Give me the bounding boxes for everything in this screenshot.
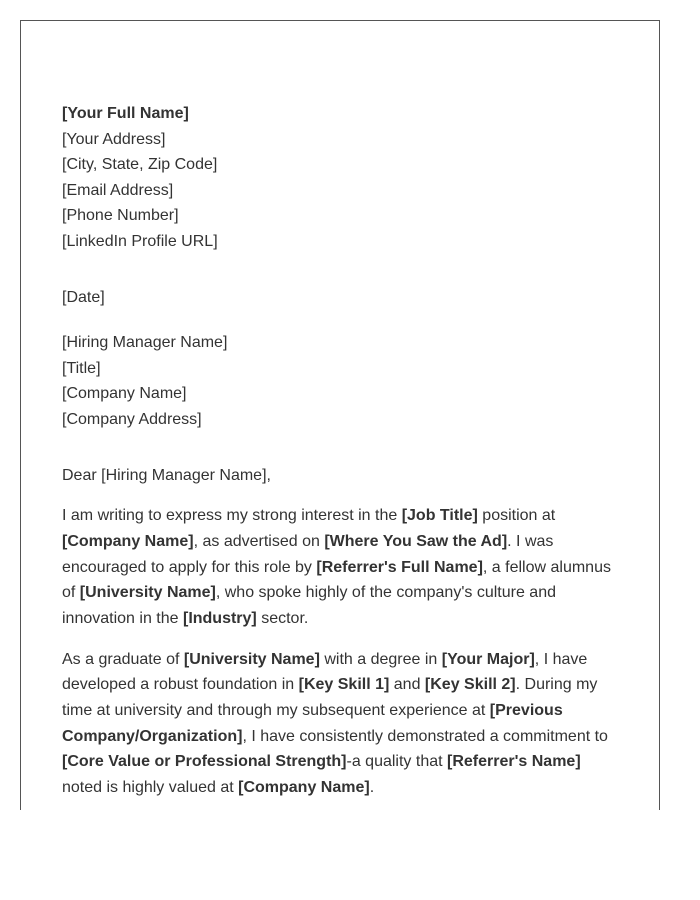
p1-industry: [Industry] (182, 609, 257, 627)
p2-text-3: , I have developed a robust foundation in (62, 650, 588, 694)
p2-key-skill-2: [Key Skill 2] (424, 676, 516, 694)
body-paragraph-1 (62, 503, 622, 632)
recipient-company-address: [Company Address] (62, 410, 202, 428)
p1-text-5: , a fellow alumnus of (62, 558, 611, 602)
sender-city-state-zip: [City, State, Zip Code] (62, 156, 218, 174)
recipient-title: [Title] (62, 359, 101, 377)
body-paragraph-2 (62, 647, 622, 801)
p2-core-value: [Core Value or Professional Strength] (62, 753, 347, 771)
p1-ad-source: [Where You Saw the Ad] (324, 532, 508, 550)
p1-text-2: position at (477, 507, 556, 525)
p1-text-7: sector. (256, 609, 309, 627)
p2-company-name: [Company Name] (238, 779, 370, 797)
p2-key-skill-1: [Key Skill 1] (298, 676, 390, 694)
p2-text-8: noted is highly valued at (62, 779, 239, 797)
p2-text-2: with a degree in (319, 650, 442, 668)
recipient-block (62, 330, 622, 432)
p2-text-7: -a quality that (346, 753, 447, 771)
p1-university-name: [University Name] (79, 584, 216, 602)
p1-company-name: [Company Name] (62, 532, 194, 550)
letter-date: [Date] (62, 288, 105, 306)
p1-referrer-full-name: [Referrer's Full Name] (316, 558, 483, 576)
recipient-manager-name: [Hiring Manager Name] (62, 334, 228, 352)
p2-referrer-name: [Referrer's Name] (447, 753, 581, 771)
p2-text-1: As a graduate of (62, 650, 184, 668)
p1-text-6: , who spoke highly of the company's culture and innovation in the (62, 584, 556, 627)
salutation: Dear [Hiring Manager Name], (62, 466, 271, 484)
sender-linkedin: [LinkedIn Profile URL] (62, 232, 218, 250)
p1-text-1: I am writing to express my strong interest in the (62, 507, 402, 525)
p2-previous-company: [Previous Company/Organization] (62, 702, 563, 745)
recipient-company-name: [Company Name] (62, 385, 187, 403)
p2-text-6: , I have consistently demonstrated a commitment to (242, 727, 608, 745)
sender-block (62, 101, 622, 255)
sender-full-name: [Your Full Name] (62, 105, 189, 122)
p2-text-5: . During my time at university and through my subsequent experience at (62, 676, 598, 720)
p2-text-9: . (369, 779, 375, 797)
sender-address: [Your Address] (62, 130, 166, 148)
sender-phone: [Phone Number] (62, 207, 179, 225)
letter-page (20, 20, 660, 810)
sender-email: [Email Address] (62, 181, 174, 199)
p2-text-4: and (389, 676, 425, 694)
letter-content (62, 101, 622, 801)
p2-university-name: [University Name] (183, 650, 320, 668)
p1-text-4: . I was encouraged to apply for this role by (62, 532, 554, 576)
p2-major: [Your Major] (441, 650, 535, 668)
p1-job-title: [Job Title] (401, 507, 478, 525)
p1-text-3: , as advertised on (193, 532, 325, 550)
